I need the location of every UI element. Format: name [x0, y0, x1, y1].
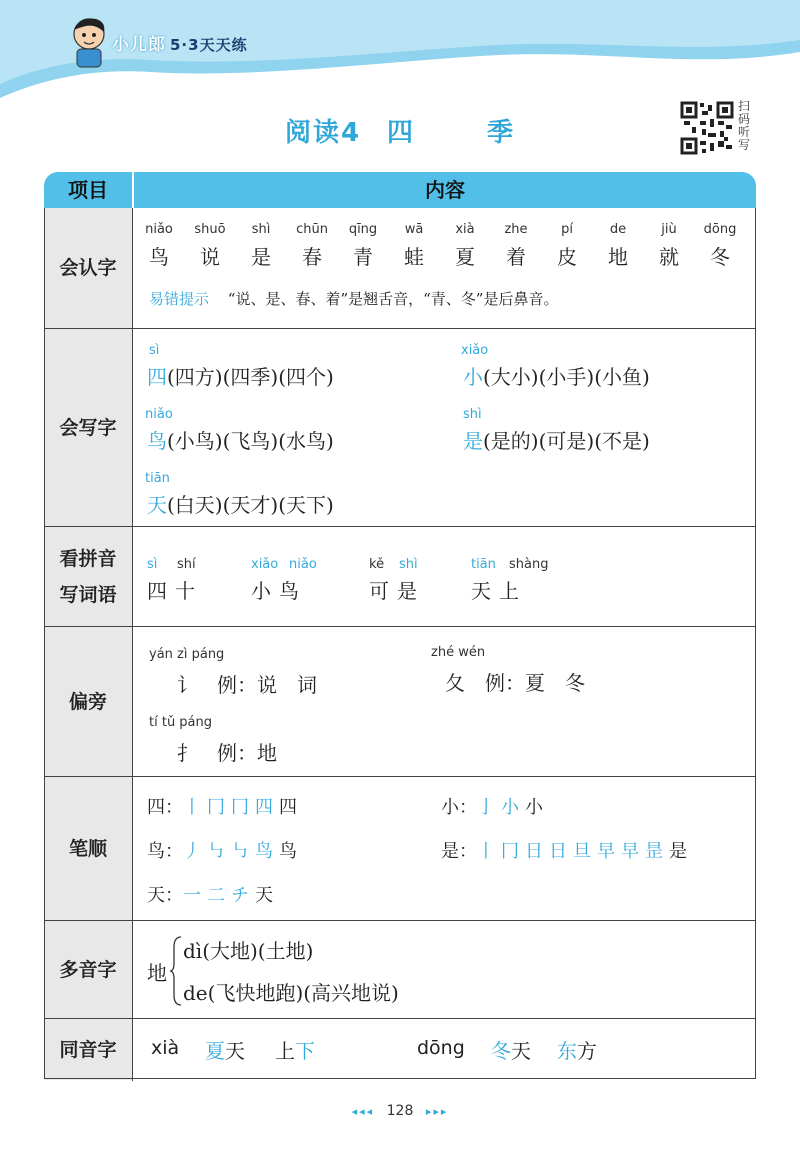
qr-code-icon[interactable] [680, 101, 734, 155]
pinyin-answer-char: 四 [147, 579, 167, 603]
write-words: (小鸟)(飞鸟)(水鸟) [167, 429, 334, 453]
write-words: (大小)(小手)(小鱼) [483, 365, 650, 389]
next-arrows-icon: ▸▸▸ [425, 1105, 449, 1118]
stroke-char: 天 [147, 885, 165, 906]
write-char: 四 [147, 365, 167, 389]
row-recognize [44, 208, 756, 328]
pinyin-syllable: sì [147, 557, 158, 572]
recognize-pinyin: chūn [296, 222, 328, 237]
recognize-pinyin: niǎo [145, 222, 173, 237]
poly-line1: dì(大地)(土地) [183, 939, 314, 963]
radical-cell [133, 627, 756, 777]
homophone-rest: 方 [577, 1039, 597, 1063]
recognize-pinyin: dōng [703, 222, 737, 237]
pinyin-cell [133, 527, 756, 627]
recognize-pinyin: qīng [348, 222, 378, 237]
recognize-pinyin: jiù [661, 222, 677, 237]
title-word2: 季 [487, 118, 516, 148]
homophone-cell [133, 1019, 756, 1081]
write-char: 是 [463, 429, 483, 453]
page-number [0, 1103, 800, 1119]
write-pinyin: tiān [145, 471, 170, 486]
recognize-pinyin: zhe [504, 222, 528, 237]
pinyin-syllable: shàng [509, 557, 549, 572]
stroke-sequence: 丿 ㇉ ㇉ 鸟 鸟 [183, 841, 297, 862]
pinyin-syllable: niǎo [289, 557, 317, 572]
pinyin-syllable: shì [399, 557, 418, 572]
stroke-char: 鸟 [147, 841, 165, 862]
radical-example: 例：夏 冬 [485, 671, 585, 695]
row-label: 同音字 [44, 1019, 133, 1081]
row-stroke [44, 776, 756, 921]
recognize-char: 蛙 [404, 245, 424, 269]
pinyin-syllable: xiǎo [251, 557, 279, 572]
homophone-word [557, 1035, 597, 1064]
stroke-sequence: 丨 冂 日 日 旦 早 早 昰 是 [477, 841, 687, 862]
top-banner [0, 0, 800, 110]
pinyin-answer-char: 天 [471, 579, 491, 603]
stroke-char: 四 [147, 797, 165, 818]
radical-name: yán zì páng [149, 647, 225, 662]
homophone-pinyin: dōng [417, 1037, 465, 1059]
recognize-pinyin: xià [455, 222, 475, 237]
qr-label: 扫码听写 [738, 99, 751, 152]
poly-char: 地 [147, 961, 167, 985]
row-label: 偏旁 [44, 627, 133, 777]
recognize-pinyin: shì [251, 222, 271, 237]
radical-char: 夂 [445, 671, 465, 695]
stroke-cell [133, 777, 756, 921]
stroke-char: 是 [441, 841, 459, 862]
row-pinyin [44, 526, 756, 627]
recognize-char: 皮 [557, 245, 577, 269]
radical-example: 例：地 [217, 741, 277, 765]
write-pinyin: shì [463, 407, 482, 422]
recognize-char: 冬 [710, 245, 730, 269]
homophone-char: 冬 [491, 1039, 511, 1063]
radical-name: zhé wén [431, 645, 486, 660]
homophone-word [491, 1035, 531, 1064]
brace-icon [169, 935, 183, 1007]
poly-line2: de(飞快地跑)(高兴地说) [183, 981, 399, 1005]
recognize-pinyin: shuō [194, 222, 226, 237]
pinyin-answer-char: 是 [397, 579, 417, 603]
write-item [463, 425, 650, 454]
write-words: (白天)(天才)(天下) [167, 493, 334, 517]
write-pinyin: niǎo [145, 407, 173, 422]
tip-label: 易错提示 [149, 290, 210, 308]
page-number-text: 128 [386, 1103, 414, 1119]
prev-arrows-icon: ◂◂◂ [351, 1105, 375, 1118]
radical-example: 例：说 词 [217, 673, 317, 697]
recognize-char: 青 [353, 245, 373, 269]
recognize-char: 着 [506, 245, 526, 269]
row-label-line1: 看拼音 [59, 548, 117, 570]
write-item [147, 489, 334, 518]
write-char: 鸟 [147, 429, 167, 453]
stroke-item: 鸟：丿 ㇉ ㇉ 鸟 鸟 [147, 837, 303, 863]
pinyin-answer-char: 鸟 [279, 579, 299, 603]
recognize-pinyin: wā [404, 222, 424, 237]
stroke-sequence: 丨 冂 冂 四 四 [183, 797, 297, 818]
recognize-char: 春 [302, 245, 322, 269]
write-pinyin: xiǎo [461, 343, 489, 358]
write-cell [133, 329, 756, 527]
header-item: 项目 [44, 172, 132, 208]
write-pinyin: sì [149, 343, 160, 358]
row-label: 笔顺 [44, 777, 133, 921]
homophone-word [205, 1035, 245, 1064]
row-label: 多音字 [44, 921, 133, 1019]
radical-item [177, 669, 317, 698]
recognize-char: 夏 [455, 245, 475, 269]
row-label: 会认字 [44, 208, 133, 328]
row-poly [44, 920, 756, 1019]
radical-name: tí tǔ páng [149, 715, 213, 730]
homophone-char: 夏 [205, 1039, 225, 1063]
title-lesson: 阅读4 [284, 118, 362, 148]
recognize-char: 就 [659, 245, 679, 269]
pinyin-syllable: kě [369, 557, 385, 572]
recognize-char: 是 [251, 245, 271, 269]
stroke-item: 是：丨 冂 日 日 旦 早 早 昰 是 [441, 837, 693, 863]
recognize-char: 地 [608, 245, 628, 269]
recognize-pinyin: pí [561, 222, 573, 237]
homophone-rest: 上 [275, 1039, 295, 1063]
radical-item [445, 667, 585, 696]
stroke-item: 天：一 二 チ 天 [147, 881, 279, 907]
write-char: 天 [147, 493, 167, 517]
homophone-rest: 天 [511, 1039, 531, 1063]
lesson-table [44, 172, 756, 1080]
recognize-pinyin: de [609, 222, 627, 237]
radical-item [177, 737, 277, 766]
pinyin-syllable: tiān [471, 557, 496, 572]
homophone-rest: 天 [225, 1039, 245, 1063]
tip-text: “说、是、春、着”是翘舌音，“青、冬”是后鼻音。 [227, 290, 559, 308]
row-write [44, 328, 756, 527]
write-char: 小 [463, 365, 483, 389]
recognize-char: 鸟 [149, 245, 169, 269]
write-item [463, 361, 650, 390]
pinyin-answer-char: 可 [369, 579, 389, 603]
mascot-icon [66, 14, 112, 70]
pinyin-answer-char: 小 [251, 579, 271, 603]
homophone-word [275, 1035, 315, 1064]
radical-char: 讠 [177, 673, 197, 697]
write-words: (四方)(四季)(四个) [167, 365, 334, 389]
title-word1: 四 [387, 118, 416, 148]
stroke-sequence: 一 二 チ 天 [183, 885, 273, 906]
brand-name: 小儿郎 [112, 35, 166, 55]
homophone-char: 下 [295, 1039, 315, 1063]
pinyin-syllable: shí [177, 557, 196, 572]
recognize-char: 说 [200, 245, 220, 269]
homophone-char: 东 [557, 1039, 577, 1063]
stroke-sequence: 亅 小 小 [477, 797, 543, 818]
radical-char: 扌 [177, 741, 197, 765]
row-radical [44, 626, 756, 777]
stroke-char: 小 [441, 797, 459, 818]
poly-cell [133, 921, 756, 1019]
row-label: 会写字 [44, 329, 133, 527]
header-content: 内容 [134, 172, 756, 208]
write-item [147, 425, 334, 454]
stroke-item: 四：丨 冂 冂 四 四 [147, 793, 303, 819]
homophone-pinyin: xià [151, 1037, 180, 1059]
write-item [147, 361, 334, 390]
pinyin-answer-char: 上 [499, 579, 519, 603]
tip-line [149, 288, 558, 309]
brand-series: 5·3天天练 [170, 36, 248, 54]
row-label [44, 527, 133, 627]
row-label-line2: 写词语 [59, 584, 117, 606]
write-words: (是的)(可是)(不是) [483, 429, 650, 453]
stroke-item: 小：亅 小 小 [441, 793, 549, 819]
pinyin-answer-char: 十 [175, 579, 195, 603]
recognize-cell [133, 208, 756, 328]
row-homophone [44, 1018, 756, 1081]
brand-logo [112, 30, 248, 55]
